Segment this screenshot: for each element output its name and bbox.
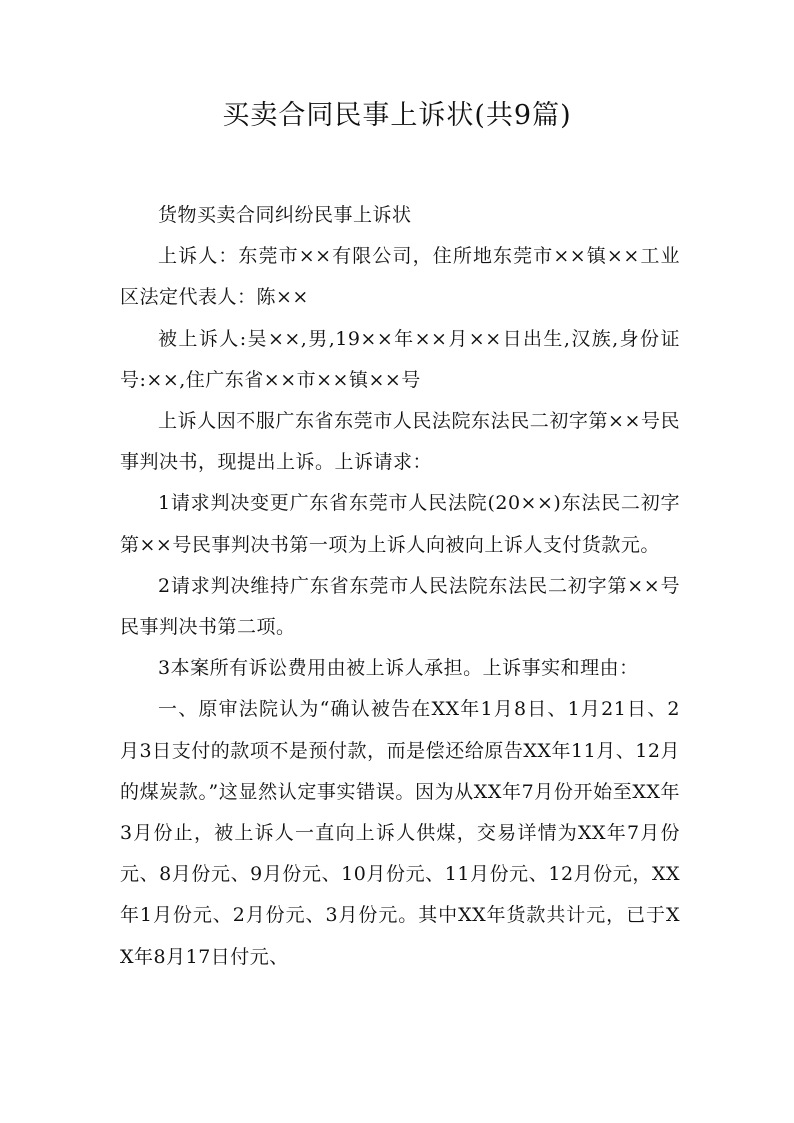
paragraph-subtitle: 货物买卖合同纠纷民事上诉状 — [158, 204, 412, 226]
paragraph-appeal-intro: 上诉人因不服广东省东莞市人民法院东法民二初字第××号民事判决书，现提出上诉。上诉请求： — [120, 410, 680, 474]
paragraph-reason-1: 一、原审法院认为“确认被告在XX年1月8日、1月21日、2月3日支付的款项不是预付款，而是偿还给原告XX年11月、12月的煤炭款。”这显然认定事实错误。因为从XX年7月份开始至XX年3月份止，被上诉人一直向上诉人供煤，交易详情为XX年7月份元、8月份元、9月份元、10月份元、11月份元、12月份元，XX年1月份元、2月份元、3月份元。其中XX年货款共计元，已于XX年8月17日付元、 — [120, 698, 680, 968]
paragraph-request-2: 2请求判决维持广东省东莞市人民法院东法民二初字第××号民事判决书第二项。 — [120, 574, 680, 639]
document-title: 买卖合同民事上诉状(共9篇) — [222, 100, 572, 131]
paragraph-appellee: 被上诉人:吴××,男,19××年××月××日出生,汉族,身份证号:××,住广东省××市××镇××号 — [120, 327, 680, 391]
paragraph-appellant: 上诉人：东莞市××有限公司，住所地东莞市××镇××工业区法定代表人：陈×× — [120, 245, 680, 309]
document-body — [120, 195, 680, 978]
paragraph-request-1: 1请求判决变更广东省东莞市人民法院(20××)东法民二初字第××号民事判决书第一项为上诉人向被向上诉人支付货款元。 — [120, 492, 680, 556]
paragraph-request-3: 3本案所有诉讼费用由被上诉人承担。上诉事实和理由： — [158, 657, 639, 680]
